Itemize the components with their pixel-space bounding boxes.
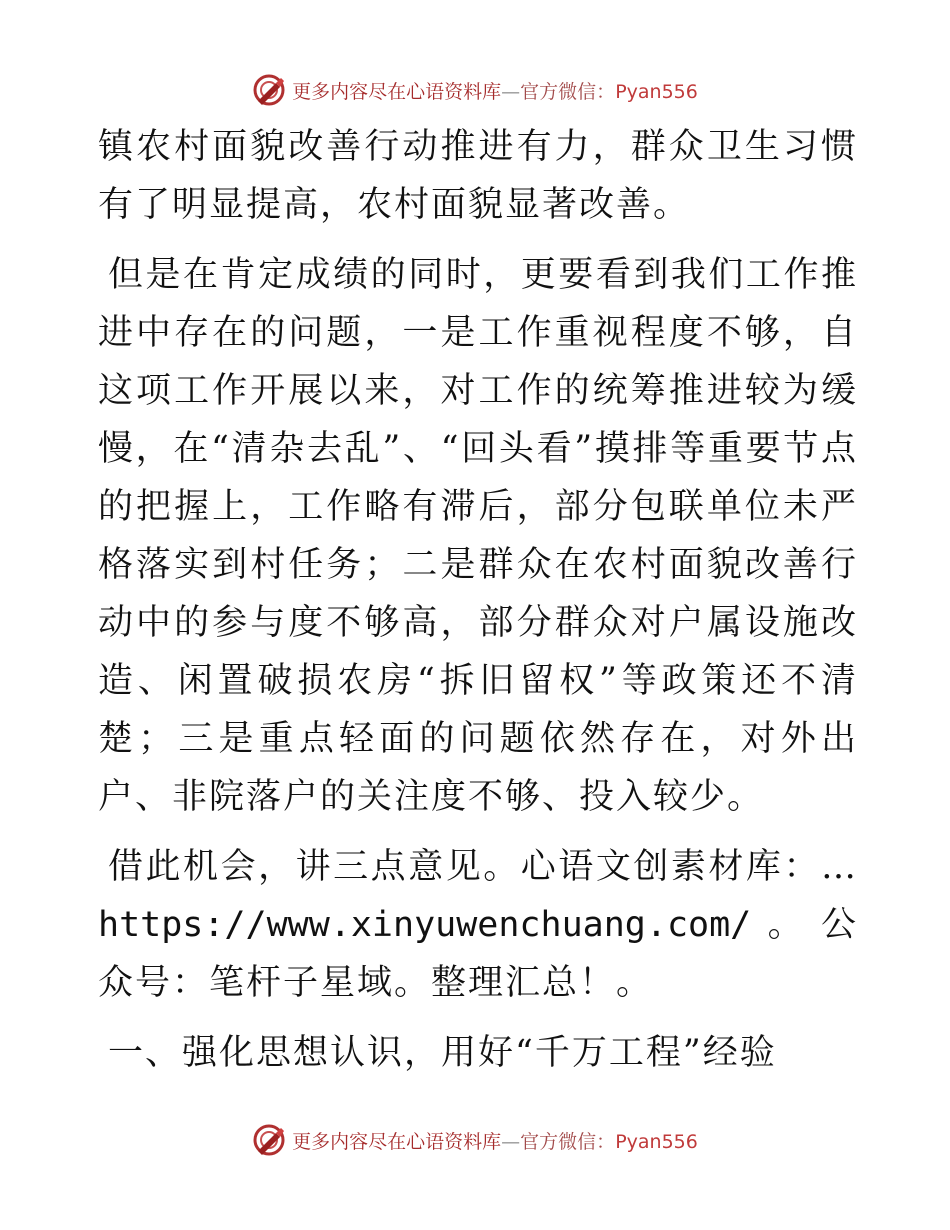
watermark-label: 官方微信： <box>520 80 616 103</box>
section-heading: 一、强化思想认识，用好“千万工程”经验 <box>108 1033 777 1073</box>
document-body <box>98 118 858 1082</box>
paragraph-1: 镇农村面貌改善行动推进有力，群众卫生习惯有了明显提高，农村面貌显著改善。 <box>98 127 858 225</box>
watermark-dash: — <box>501 80 521 103</box>
promo-url: https://www.xinyuwenchuang.com/ <box>98 905 752 945</box>
paragraph-2: 但是在肯定成绩的同时，更要看到我们工作推进中存在的问题，一是工作重视程度不够，自这项工作开展以来，对工作的统筹推进较为缓慢，在“清杂去乱”、“回头看”摸排等重要节点的把握上，工作略有滞后，部分包联单位未严格落实到村任务；二是群众在农村面貌改善行动中的参与度不够高，部分群众对户属设施改造、闲置破损农房“拆旧留权”等政策还不清楚；三是重点轻面的问题依然存在，对外出户、非院落户的关注度不够、投入较少。 <box>98 255 858 817</box>
footer-watermark <box>0 1120 950 1160</box>
pen-logo-icon <box>252 1123 286 1157</box>
watermark-account: Pyan556 <box>615 1130 698 1153</box>
watermark-text <box>292 77 698 104</box>
watermark-site: 更多内容尽在心语资料库 <box>292 80 502 103</box>
watermark-dash: — <box>501 1130 521 1153</box>
watermark-account: Pyan556 <box>615 80 698 103</box>
pen-logo-icon <box>252 73 286 107</box>
watermark-text <box>292 1127 698 1154</box>
promo-suffix: 。公众号：笔杆子星域。整理汇总！。 <box>98 905 858 1003</box>
watermark-site: 更多内容尽在心语资料库 <box>292 1130 502 1153</box>
watermark-label: 官方微信： <box>520 1130 616 1153</box>
header-watermark <box>0 70 950 110</box>
promo-paragraph <box>98 838 858 1012</box>
promo-text: 借此机会，讲三点意见。心语文创素材库：… <box>108 847 858 887</box>
